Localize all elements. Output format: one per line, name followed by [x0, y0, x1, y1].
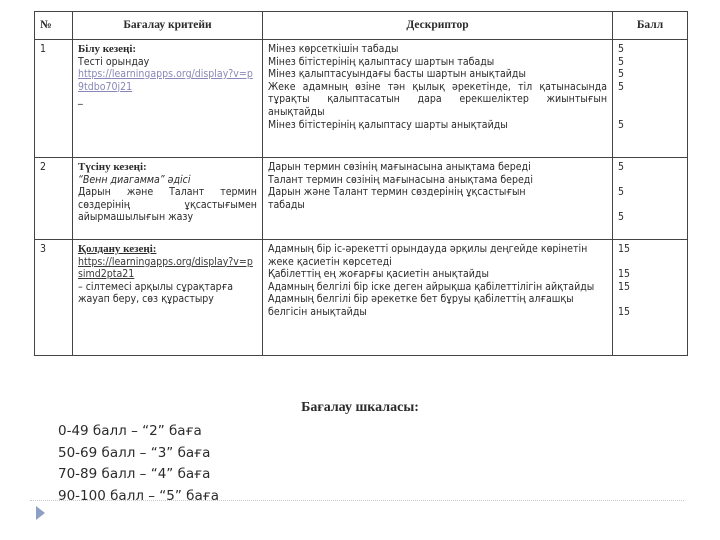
descriptor-item: Мінез бітістерінің қалыптасу шарты анықтайды	[268, 118, 508, 131]
header-descriptor: Дескриптор	[263, 12, 613, 40]
table-header-row	[35, 12, 688, 40]
row-num: 1	[35, 40, 73, 158]
task-text-after: – сілтемесі арқылы сұрақтарға жауап беру, сөз құрастыру	[78, 280, 234, 306]
criteria-cell	[73, 240, 263, 356]
score-value: 5	[618, 68, 625, 81]
row-num: 3	[35, 240, 73, 356]
score-value: 15	[618, 305, 631, 318]
descriptor-item: Дарын термин сөзінің мағынасына анықтама береді	[268, 161, 531, 173]
table-row	[35, 240, 688, 356]
footer-divider	[30, 500, 684, 501]
score-value: 15	[618, 268, 631, 281]
descriptor-item: Дарын және Талант термин сөздерінің ұқсастығын табады	[268, 186, 526, 211]
score-cell	[613, 158, 688, 240]
table-row	[35, 158, 688, 240]
header-num: №	[35, 12, 73, 40]
score-cell	[613, 240, 688, 356]
score-value: 5	[618, 211, 625, 224]
descriptor-item: Мінез бітістерінің қалыптасу шартын табады	[268, 55, 495, 68]
scale-item: 70-89 балл – “4” баға	[58, 466, 211, 482]
task-text: Тесті орындау	[78, 55, 150, 68]
stage-label: Түсіну кезеңі:	[78, 161, 147, 173]
learningapps-link[interactable]: https://learningapps.org/display?v=p9tdbo70j21	[78, 68, 253, 93]
descriptor-item: Қабілеттің ең жоғарғы қасиетін анықтайды	[268, 268, 489, 281]
header-score: Балл	[613, 12, 688, 40]
table-row	[35, 40, 688, 158]
descriptor-item: Адамның бір іс-әрекетті орындауда әрқилы деңгейде көрінетін жеке қасиетін көрсетеді	[268, 243, 588, 268]
score-value: 5	[618, 43, 625, 55]
stage-label: Білу кезеңі:	[78, 43, 137, 55]
score-value: 15	[618, 243, 631, 255]
descriptor-item: Талант термин сөзінің мағынасына анықтама береді	[268, 173, 533, 186]
criteria-cell	[73, 158, 263, 240]
descriptor-item: Адамның белгілі бір әрекетке бет бұруы қабілеттің алғашқы белгісін анықтайды	[268, 293, 574, 318]
criteria-cell	[73, 40, 263, 158]
descriptor-item: Мінез қалыптасуындағы басты шартын анықтайды	[268, 68, 526, 81]
row-num: 2	[35, 158, 73, 240]
descriptor-cell	[263, 158, 613, 240]
header-criteria: Бағалау критейи	[73, 12, 263, 40]
descriptor-cell	[263, 40, 613, 158]
scale-item: 90-100 балл – “5” баға	[58, 487, 220, 504]
triangle-bullet-icon	[36, 506, 45, 520]
score-value: 5	[618, 118, 625, 131]
descriptor-item: Жеке адамның өзіне тән қылық әрекетінде, тіл қатынасында тұрақты қалыптасатын дара ерекшеліктер жиынтығын анықтайды	[268, 80, 607, 118]
scale-item: 0-49 балл – “2” баға	[58, 423, 202, 439]
score-value: 5	[618, 55, 625, 68]
scale-title: Бағалау шкаласы:	[301, 400, 419, 415]
task-text: Дарын және Талант термин сөздерінің ұқсастығымен айырмашылығын жазу	[78, 186, 257, 224]
grading-scale	[58, 421, 219, 507]
method-text: “Венн диагамма” әдісі	[78, 173, 191, 186]
score-value: 15	[618, 280, 631, 293]
score-value: 5	[618, 186, 625, 199]
score-value: 5	[618, 161, 625, 173]
score-cell	[613, 40, 688, 158]
stage-label: Қолдану кезеңі:	[78, 243, 157, 255]
descriptor-item: Мінез көрсеткішін табады	[268, 43, 399, 55]
criteria-table	[34, 11, 688, 356]
task-text-after: _	[78, 93, 83, 106]
descriptor-item: Адамның белгілі бір іске деген айрықша қабілеттілігін айқтайды	[268, 280, 595, 293]
descriptor-cell	[263, 240, 613, 356]
learningapps-link[interactable]: https://learningapps.org/display?v=psimd2pta21	[78, 255, 253, 281]
score-value: 5	[618, 80, 625, 93]
scale-item: 50-69 балл – “3” баға	[58, 444, 211, 461]
